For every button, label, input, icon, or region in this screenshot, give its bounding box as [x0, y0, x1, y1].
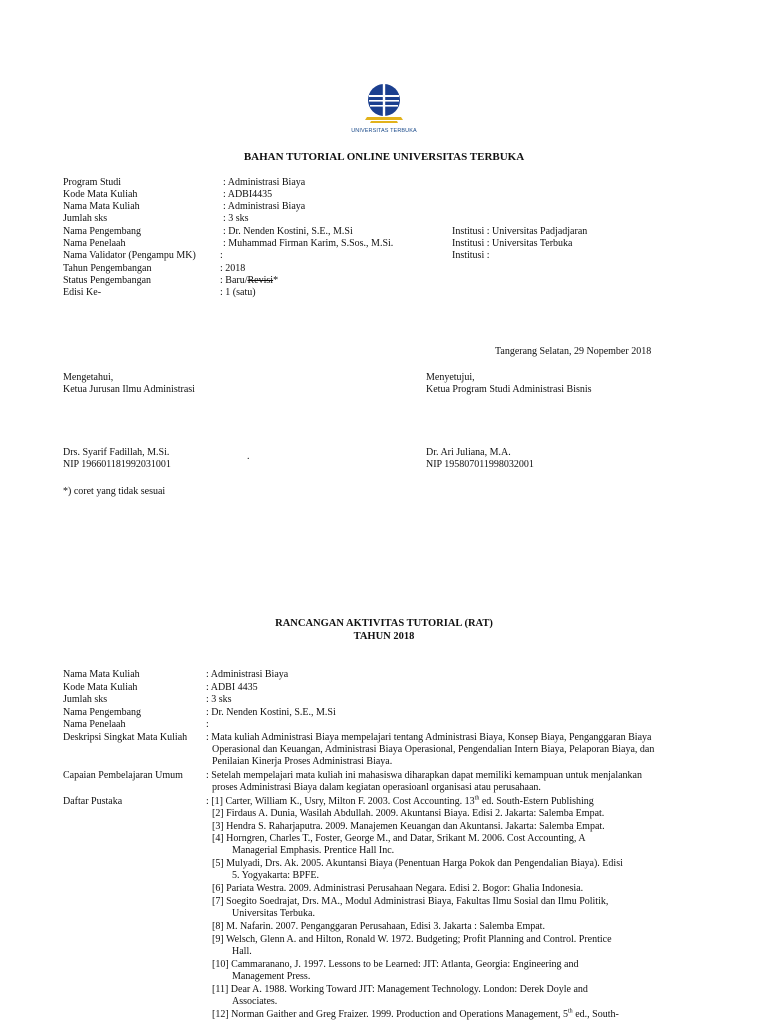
status-baru: : Baru/ [220, 275, 248, 286]
deskripsi-line: Operasional dan Keuangan, Administrasi Biaya Operasional, Pengendalian Intern Biaya, Pelaporan Biaya, dan [212, 744, 655, 755]
rat-info-label: Jumlah sks [63, 694, 108, 705]
rat-info-label: Nama Pengembang [63, 707, 142, 718]
rat-info-value: : 3 sks [206, 694, 232, 705]
footnote: *) coret yang tidak sesuai [63, 486, 166, 497]
rat-info-value: : Administrasi Biaya [206, 669, 289, 680]
stray-dot: . [247, 451, 250, 462]
info-label: Jumlah sks [63, 213, 108, 224]
reference-item: [11] Dear A. 1988. Working Toward JIT: Management Technology. London: Derek Doyle and [212, 984, 588, 995]
reference-text: ed. South-Estern Publishing [479, 796, 594, 807]
info-label: Program Studi [63, 177, 122, 188]
reference-item: [4] Horngren, Charles T., Foster, George M., and Datar, Srikant M. 2006. Cost Accounting, A [212, 833, 586, 844]
sign-right-name: Dr. Ari Juliana, M.A. [426, 447, 511, 458]
capaian-line: proses Administrasi Biaya dalam kegiatan operasioanl organisasi atau perusahaan. [212, 782, 541, 793]
reference-item: [6] Pariata Westra. 2009. Administrasi Perusahaan Negara. Edisi 2. Bogor: Ghalia Indonesia. [212, 883, 584, 894]
rat-info-value: : [206, 719, 209, 730]
pustaka-label: Daftar Pustaka [63, 796, 123, 807]
reference-text: : [1] Carter, William K., Usry, Milton F. 2003. Cost Accounting. 13 [206, 796, 475, 807]
reference-cont: Universitas Terbuka. [232, 908, 315, 919]
reference-item: [9] Welsch, Glenn A. and Hilton, Ronald W. 1972. Budgeting; Profit Planning and Control. Prentice [212, 934, 612, 945]
reference-item: [10] Cammaranano, J. 1997. Lessons to be Learned: JIT: Atlanta, Georgia: Engineering and [212, 959, 579, 970]
reference-cont: Managerial Emphasis. Prentice Hall Inc. [232, 845, 395, 856]
info-label: Kode Mata Kuliah [63, 189, 138, 200]
rat-info-label: Nama Penelaah [63, 719, 126, 730]
capaian-line: : Setelah mempelajari mata kuliah ini mahasiswa diharapkan dapat memiliki kemampuan untuk menjalankan [206, 770, 642, 781]
info-value [220, 275, 278, 288]
rat-info-value: : ADBI 4435 [206, 682, 258, 693]
reference-cont: 5. Yogyakarta: BPFE. [232, 870, 319, 881]
rat-info-label: Nama Mata Kuliah [63, 669, 140, 680]
place-date: Tangerang Selatan, 29 Nopember 2018 [495, 346, 652, 357]
info-value: : Administrasi Biaya [223, 201, 306, 212]
reference-text: ed., South- [572, 1009, 619, 1020]
info-value: : [220, 250, 223, 261]
rat-year: TAHUN 2018 [353, 631, 415, 642]
sign-left-line1: Mengetahui, [63, 372, 114, 383]
reference-sup: th [474, 795, 480, 802]
reference-item [206, 796, 594, 809]
institution-value: Institusi : Universitas Padjadjaran [452, 226, 588, 237]
capaian-label: Capaian Pembelajaran Umum [63, 770, 183, 781]
reference-text: [12] Norman Gaither and Greg Fraizer. 1999. Production and Operations Management, 5 [212, 1009, 569, 1020]
info-value: : 3 sks [223, 213, 249, 224]
info-label: Nama Mata Kuliah [63, 201, 140, 212]
info-value: : Dr. Nenden Kostini, S.E., M.Si [223, 226, 353, 237]
reference-cont: Management Press. [232, 971, 311, 982]
info-value: : 2018 [220, 263, 246, 274]
header-title: BAHAN TUTORIAL ONLINE UNIVERSITAS TERBUKA [243, 151, 525, 163]
info-value: : Administrasi Biaya [223, 177, 306, 188]
status-asterisk: * [273, 275, 279, 286]
sign-left-nip: NIP 196601181992031001 [63, 459, 171, 470]
sign-left-line2: Ketua Jurusan Ilmu Administrasi [63, 384, 195, 395]
reference-item [212, 1009, 619, 1022]
reference-item: [5] Mulyadi, Drs. Ak. 2005. Akuntansi Biaya (Penentuan Harga Pokok dan Pengendalian Biaya). Edisi [212, 858, 623, 869]
info-label: Nama Validator (Pengampu MK) [63, 250, 196, 261]
reference-cont: Associates. [232, 996, 278, 1007]
rat-info-label: Kode Mata Kuliah [63, 682, 138, 693]
info-label: Nama Pengembang [63, 226, 142, 237]
reference-cont: Hall. [232, 946, 252, 957]
reference-item: [7] Soegito Soedrajat, Drs. MA., Modul Administrasi Biaya, Fakultas Ilmu Sosial dan Ilmu Politik, [212, 896, 609, 907]
info-label: Tahun Pengembangan [63, 263, 152, 274]
sign-left-name: Drs. Syarif Fadillah, M.Si. [63, 447, 170, 458]
sign-right-line1: Menyetujui, [426, 372, 475, 383]
deskripsi-line: Penilaian Kinerja Proses Administrasi Biaya. [212, 756, 393, 767]
info-label: Edisi Ke- [63, 287, 102, 298]
deskripsi-label: Deskripsi Singkat Mata Kuliah [63, 732, 188, 743]
institution-value: Institusi : [452, 250, 490, 261]
deskripsi-line: : Mata kuliah Administrasi Biaya mempelajari tentang Administrasi Biaya, Konsep Biaya, Penganggaran Biaya [206, 732, 652, 743]
logo-caption: UNIVERSITAS TERBUKA [351, 128, 417, 134]
sign-right-line2: Ketua Program Studi Administrasi Bisnis [426, 384, 592, 395]
info-label: Status Pengembangan [63, 275, 152, 286]
status-revisi-struck: Revisi [247, 275, 274, 286]
info-value: : Muhammad Firman Karim, S.Sos., M.Si. [223, 238, 394, 249]
info-value: : ADBI4435 [223, 189, 273, 200]
rat-title: RANCANGAN AKTIVITAS TUTORIAL (RAT) [275, 618, 493, 629]
reference-sup: th [568, 1008, 573, 1015]
rat-info-value: : Dr. Nenden Kostini, S.E., M.Si [206, 707, 336, 718]
reference-item: [2] Firdaus A. Dunia, Wasilah Abdullah. 2009. Akuntansi Biaya. Edisi 2. Jakarta: Salemba Empat. [212, 808, 605, 819]
reference-item: [8] M. Nafarin. 2007. Penganggaran Perusahaan, Edisi 3. Jakarta : Salemba Empat. [212, 921, 545, 932]
reference-item: [3] Hendra S. Raharjaputra. 2009. Manajemen Keuangan dan Akuntansi. Jakarta: Salemba Empat. [212, 821, 605, 832]
sign-right-nip: NIP 195807011998032001 [426, 459, 534, 470]
info-value: : 1 (satu) [220, 287, 256, 298]
info-label: Nama Penelaah [63, 238, 126, 249]
institution-value: Institusi : Universitas Terbuka [452, 238, 573, 249]
